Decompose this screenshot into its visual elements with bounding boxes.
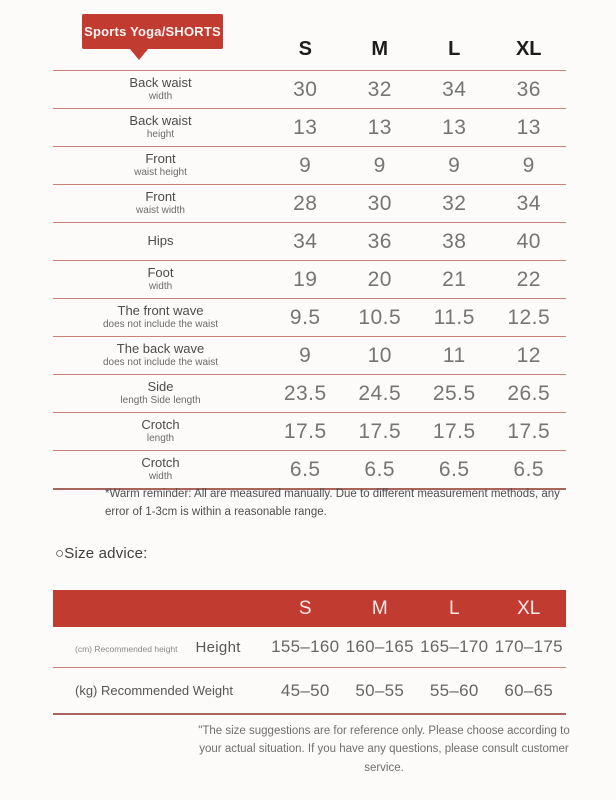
row-label-sub: length — [146, 433, 175, 445]
column-header-l: L — [448, 37, 461, 60]
recommended-height-row — [53, 627, 566, 667]
cell-value: 28 — [293, 191, 318, 215]
row-label-sub: width — [148, 471, 173, 483]
cell-value: 9 — [299, 343, 312, 367]
row-label-unit: (cm) Recommended height — [75, 643, 178, 654]
cell-value: 22 — [516, 267, 541, 291]
cell-value: 36 — [516, 77, 541, 101]
row-label-main: Foot — [147, 265, 174, 281]
cell-value: 9 — [373, 153, 386, 177]
cell-value: 12 — [516, 343, 541, 367]
advice-column-header-l: L — [448, 597, 460, 619]
cell-value: 17.5 — [358, 419, 402, 443]
cell-value: 20 — [367, 267, 392, 291]
row-label-main: Height — [195, 638, 241, 656]
cell-value: 40 — [516, 229, 541, 253]
cell-value: 19 — [293, 267, 318, 291]
cell-value: 13 — [516, 115, 541, 139]
cell-value: 6.5 — [289, 457, 321, 481]
cell-value: 21 — [442, 267, 467, 291]
row-label-main: Front — [145, 151, 176, 167]
size-measurement-table — [53, 28, 566, 490]
cell-value: 11 — [442, 343, 466, 367]
cell-value: 9 — [448, 153, 461, 177]
row-label — [53, 456, 268, 482]
row-label — [53, 234, 268, 249]
row-label-sub: waist width — [136, 205, 185, 217]
cell-value: 24.5 — [358, 381, 402, 405]
row-label — [53, 418, 268, 444]
cell-value: 17.5 — [507, 419, 551, 443]
row-label-main: Side — [147, 379, 174, 395]
cell-value: 11.5 — [433, 305, 475, 329]
cell-value: 60–65 — [504, 680, 554, 700]
row-label — [53, 639, 268, 656]
row-label-sub: does not include the waist — [102, 319, 219, 331]
cell-value: 36 — [367, 229, 392, 253]
cell-value: 45–50 — [280, 680, 330, 700]
table-row — [53, 450, 566, 490]
row-label-main: Front — [145, 189, 176, 205]
cell-value: 155–160 — [271, 637, 340, 656]
row-label-sub: width — [148, 281, 173, 293]
cell-value: 13 — [293, 115, 318, 139]
size-table-header-row — [53, 28, 566, 70]
cell-value: 30 — [293, 77, 318, 101]
cell-value: 17.5 — [432, 419, 476, 443]
row-label-sub: width — [148, 91, 173, 103]
cell-value: 50–55 — [355, 680, 405, 700]
row-label-sub: height — [146, 129, 175, 141]
table-row — [53, 298, 566, 336]
recommended-weight-row — [53, 667, 566, 715]
table-row — [53, 260, 566, 298]
row-label-main: The back wave — [116, 341, 205, 357]
row-label — [53, 304, 268, 330]
table-row — [53, 108, 566, 146]
advice-column-header-s: S — [298, 597, 312, 619]
row-label — [53, 152, 268, 178]
row-label-main: Back waist — [129, 75, 192, 91]
cell-value: 34 — [293, 229, 318, 253]
table-row — [53, 146, 566, 184]
cell-value: 13 — [367, 115, 392, 139]
row-label-sub: length Side length — [120, 395, 201, 407]
row-label-sub: does not include the waist — [102, 357, 219, 369]
size-advice-header-bar — [53, 590, 566, 627]
row-label — [53, 76, 268, 102]
cell-value: 25.5 — [432, 381, 476, 405]
cell-value: 6.5 — [513, 457, 545, 481]
row-label-main: Crotch — [141, 455, 180, 471]
row-label — [53, 380, 268, 406]
cell-value: 10 — [367, 343, 392, 367]
cell-value: 26.5 — [507, 381, 551, 405]
cell-value: 9 — [299, 153, 312, 177]
size-advice-table — [53, 590, 566, 715]
table-row — [53, 412, 566, 450]
product-title: Sports Yoga/SHORTS — [84, 24, 221, 39]
cell-value: 13 — [442, 115, 467, 139]
table-row — [53, 336, 566, 374]
row-label — [53, 190, 268, 216]
cell-value: 32 — [442, 191, 467, 215]
table-row — [53, 70, 566, 108]
row-label-main: The front wave — [117, 303, 204, 319]
row-label-sub: waist height — [134, 167, 187, 179]
row-label — [53, 114, 268, 140]
row-label — [53, 266, 268, 292]
cell-value: 160–165 — [345, 637, 414, 656]
cell-value: 10.5 — [358, 305, 402, 329]
table-row — [53, 222, 566, 260]
table-row — [53, 374, 566, 412]
cell-value: 165–170 — [420, 637, 489, 656]
warm-reminder-note: *Warm reminder: All are measured manually. Due to different measurement methods, any error of 1-3cm is within a reasonable range. — [105, 488, 560, 518]
cell-value: 38 — [442, 229, 467, 253]
column-header-xl: XL — [515, 37, 542, 60]
cell-value: 6.5 — [438, 457, 470, 481]
size-suggestion-note: "The size suggestions are for reference only. Please choose according to your actual situation. If you have any questions, please consult customer service. — [198, 725, 570, 774]
cell-value: 6.5 — [364, 457, 396, 481]
cell-value: 32 — [367, 77, 392, 101]
cell-value: 23.5 — [283, 381, 327, 405]
row-label-main: Crotch — [141, 417, 180, 433]
cell-value: 34 — [442, 77, 467, 101]
row-label — [53, 683, 268, 698]
row-label-main: (kg) Recommended Weight — [75, 683, 233, 698]
cell-value: 12.5 — [507, 305, 551, 329]
cell-value: 34 — [516, 191, 541, 215]
cell-value: 17.5 — [283, 419, 327, 443]
row-label-main: Hips — [147, 233, 174, 249]
size-advice-heading: ○Size advice: — [55, 545, 148, 562]
table-row — [53, 184, 566, 222]
column-header-m: M — [371, 37, 389, 60]
column-header-s: S — [298, 37, 312, 60]
cell-value: 30 — [367, 191, 392, 215]
row-label — [53, 342, 268, 368]
cell-value: 9 — [522, 153, 535, 177]
advice-column-header-m: M — [371, 597, 388, 619]
advice-column-header-xl: XL — [517, 597, 541, 619]
row-label-main: Back waist — [129, 113, 192, 129]
cell-value: 55–60 — [429, 680, 479, 700]
cell-value: 9.5 — [289, 305, 321, 329]
cell-value: 170–175 — [494, 637, 563, 656]
